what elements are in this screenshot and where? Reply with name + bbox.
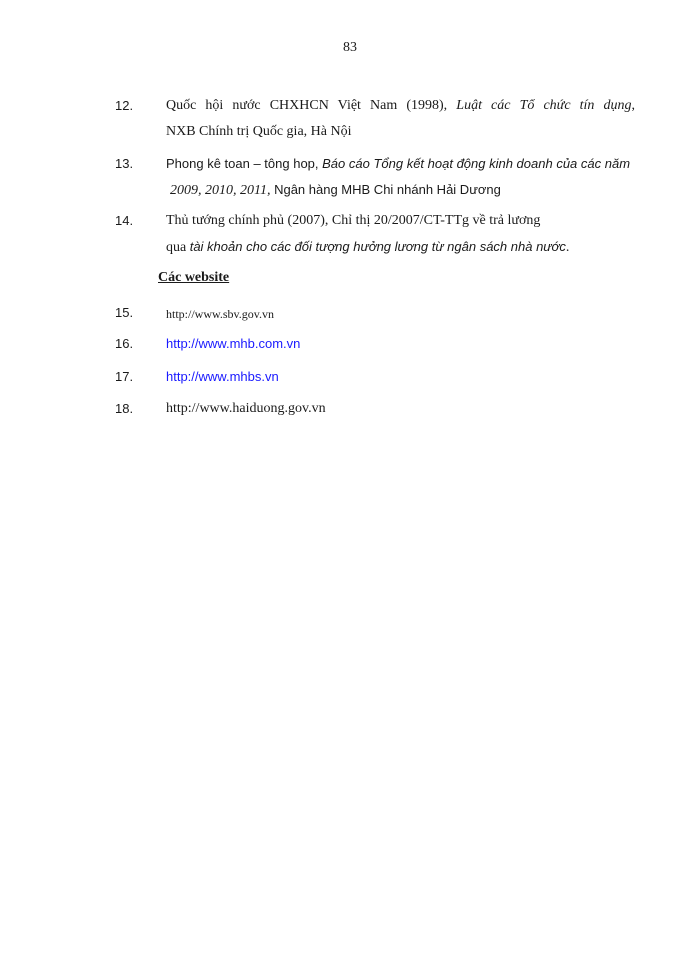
reference-line bbox=[166, 177, 635, 204]
reference-line bbox=[166, 234, 635, 261]
reference-text bbox=[166, 93, 635, 145]
reference-author: Quốc hội nước CHXHCN Việt Nam (1998), bbox=[166, 98, 457, 113]
website-link[interactable]: http://www.mhb.com.vn bbox=[166, 336, 301, 351]
reference-line: NXB Chính trị Quốc gia, Hà Nội bbox=[166, 124, 352, 139]
reference-title: Luật các Tổ chức tín dụng bbox=[456, 98, 632, 113]
reference-item bbox=[115, 93, 635, 145]
page-number: 83 bbox=[343, 40, 357, 55]
reference-line bbox=[166, 151, 635, 177]
reference-text bbox=[166, 208, 635, 261]
reference-number: 13. bbox=[115, 156, 134, 171]
website-url[interactable]: http://www.haiduong.gov.vn bbox=[166, 401, 326, 416]
reference-punct: . bbox=[565, 240, 570, 255]
website-number: 15. bbox=[115, 305, 134, 320]
reference-number: 12. bbox=[115, 98, 134, 113]
reference-item bbox=[115, 208, 635, 261]
websites-heading: Các website bbox=[158, 270, 230, 285]
reference-publisher: Ngân hàng MHB Chi nhánh Hải Dương bbox=[270, 182, 501, 197]
website-number: 18. bbox=[115, 401, 134, 416]
reference-prefix: qua bbox=[166, 240, 190, 255]
reference-text bbox=[166, 151, 635, 204]
reference-line: Thủ tướng chính phủ (2007), Chỉ thị 20/2007/CT-TTg về trả lương bbox=[166, 213, 541, 228]
website-link[interactable]: http://www.mhbs.vn bbox=[166, 369, 279, 384]
website-url[interactable]: http://www.sbv.gov.vn bbox=[166, 307, 274, 321]
reference-years: 2009, 2010, 2011, bbox=[170, 183, 271, 198]
website-number: 16. bbox=[115, 336, 134, 351]
website-number: 17. bbox=[115, 369, 134, 384]
reference-item bbox=[115, 151, 635, 204]
reference-title: tài khoản cho các đối tượng hưởng lương từ ngân sách nhà nước bbox=[189, 239, 566, 254]
reference-title: Báo cáo Tổng kết hoạt động kinh doanh của các năm bbox=[322, 156, 631, 171]
reference-number: 14. bbox=[115, 213, 134, 228]
reference-author: Phong kê toan – tông hop, bbox=[166, 156, 323, 171]
reference-line bbox=[166, 93, 635, 119]
reference-punct: , bbox=[631, 98, 636, 113]
